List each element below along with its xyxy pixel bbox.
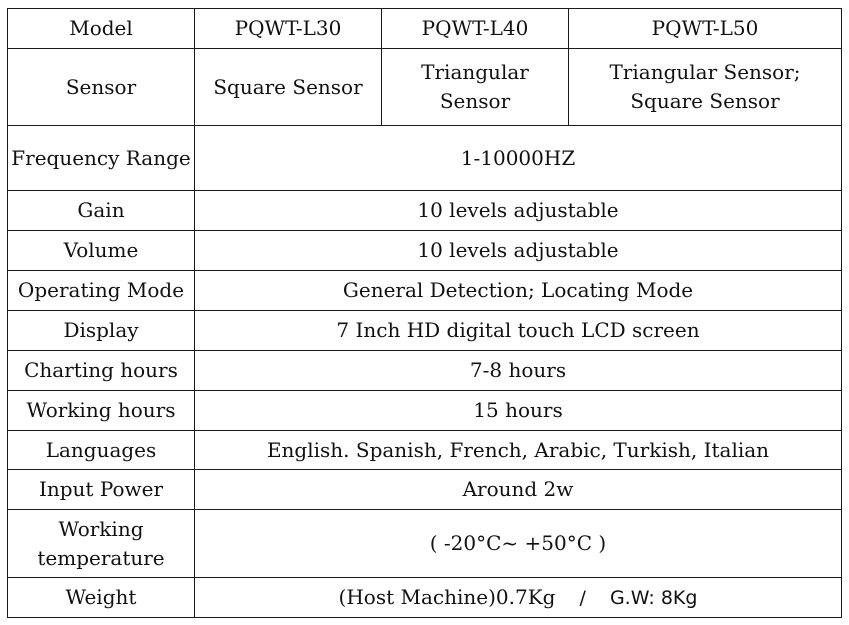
weight-gross: G.W: 8Kg (609, 586, 698, 609)
table-row (8, 470, 842, 510)
sensor-l30: Square Sensor (195, 49, 382, 126)
sensor-l50: Triangular Sensor; Square Sensor (569, 49, 842, 126)
table-row (8, 431, 842, 470)
row-label: Charting hours (8, 351, 195, 391)
row-label: Frequency Range (8, 126, 195, 191)
table-row (8, 391, 842, 431)
row-label: Gain (8, 191, 195, 231)
row-value: General Detection; Locating Mode (195, 271, 842, 311)
row-label: Working hours (8, 391, 195, 431)
model-l40: PQWT-L40 (382, 9, 569, 49)
model-label: Model (8, 9, 195, 49)
table-row (8, 191, 842, 231)
weight-value (195, 578, 842, 618)
row-label: Working temperature (8, 510, 195, 578)
row-value: 10 levels adjustable (195, 191, 842, 231)
table-row (8, 271, 842, 311)
row-label: Display (8, 311, 195, 351)
row-value: 15 hours (195, 391, 842, 431)
table-row (8, 311, 842, 351)
row-value: English. Spanish, French, Arabic, Turkish, Italian (195, 431, 842, 470)
table-row (8, 510, 842, 578)
table-row (8, 9, 842, 49)
sensor-l40: Triangular Sensor (382, 49, 569, 126)
row-value: 10 levels adjustable (195, 231, 842, 271)
row-value: 1-10000HZ (195, 126, 842, 191)
weight-separator: / (579, 586, 586, 609)
model-l30: PQWT-L30 (195, 9, 382, 49)
row-value: Around 2w (195, 470, 842, 510)
model-l50: PQWT-L50 (569, 9, 842, 49)
row-label: Input Power (8, 470, 195, 510)
row-value: 7 Inch HD digital touch LCD screen (195, 311, 842, 351)
weight-label: Weight (8, 578, 195, 618)
row-label: Volume (8, 231, 195, 271)
table-row (8, 49, 842, 126)
spec-table (7, 8, 842, 618)
table-row (8, 578, 842, 618)
table-row (8, 231, 842, 271)
weight-host: (Host Machine)0.7Kg (338, 584, 556, 609)
row-label: Operating Mode (8, 271, 195, 311)
sensor-label: Sensor (8, 49, 195, 126)
table-row (8, 351, 842, 391)
row-label: Languages (8, 431, 195, 470)
row-value: ( -20°C~ +50°C ) (195, 510, 842, 578)
row-value: 7-8 hours (195, 351, 842, 391)
table-row (8, 126, 842, 191)
